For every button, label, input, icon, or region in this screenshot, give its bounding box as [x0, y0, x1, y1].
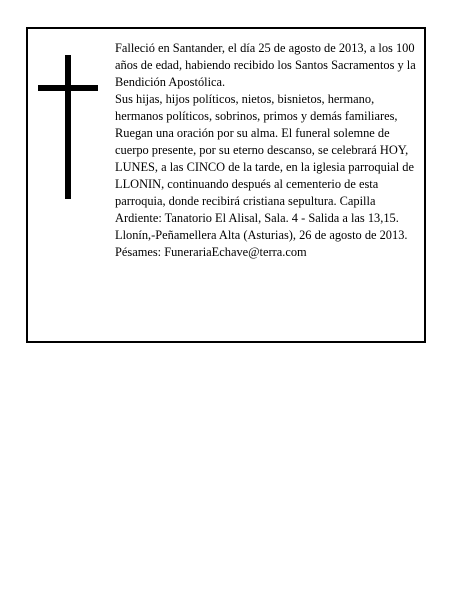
cross-horizontal-bar — [38, 85, 98, 91]
place-date-contact-paragraph: Llonín,-Peñamellera Alta (Asturias), 26 de agosto de 2013. Pésames: FunerariaEchave@terra.com — [115, 228, 408, 259]
death-announcement-paragraph: Falleció en Santander, el día 25 de agosto de 2013, a los 100 años de edad, habiendo recibido los Santos Sacramentos y la Bendición Apostólica. — [115, 41, 416, 89]
family-paragraph: Sus hijas, hijos políticos, nietos, bisnietos, hermano, hermanos políticos, sobrinos, primos y demás familiares, — [115, 92, 398, 123]
funeral-details-paragraph: Ruegan una oración por su alma. El funeral solemne de cuerpo presente, por su eterno descanso, se celebrará HOY, LUNES, a las CINCO de la tarde, en la iglesia parroquial de LLONIN, continuando después al cementerio de esta parroquia, donde recibirá cristiana sepultura. Capilla Ardiente: Tanatorio El Alisal, Sala. 4 - Salida a las 13,15. — [115, 126, 415, 225]
cross-vertical-bar — [65, 55, 71, 199]
latin-cross-icon — [38, 55, 98, 199]
obituary-notice — [26, 27, 426, 343]
obituary-text — [115, 40, 423, 261]
